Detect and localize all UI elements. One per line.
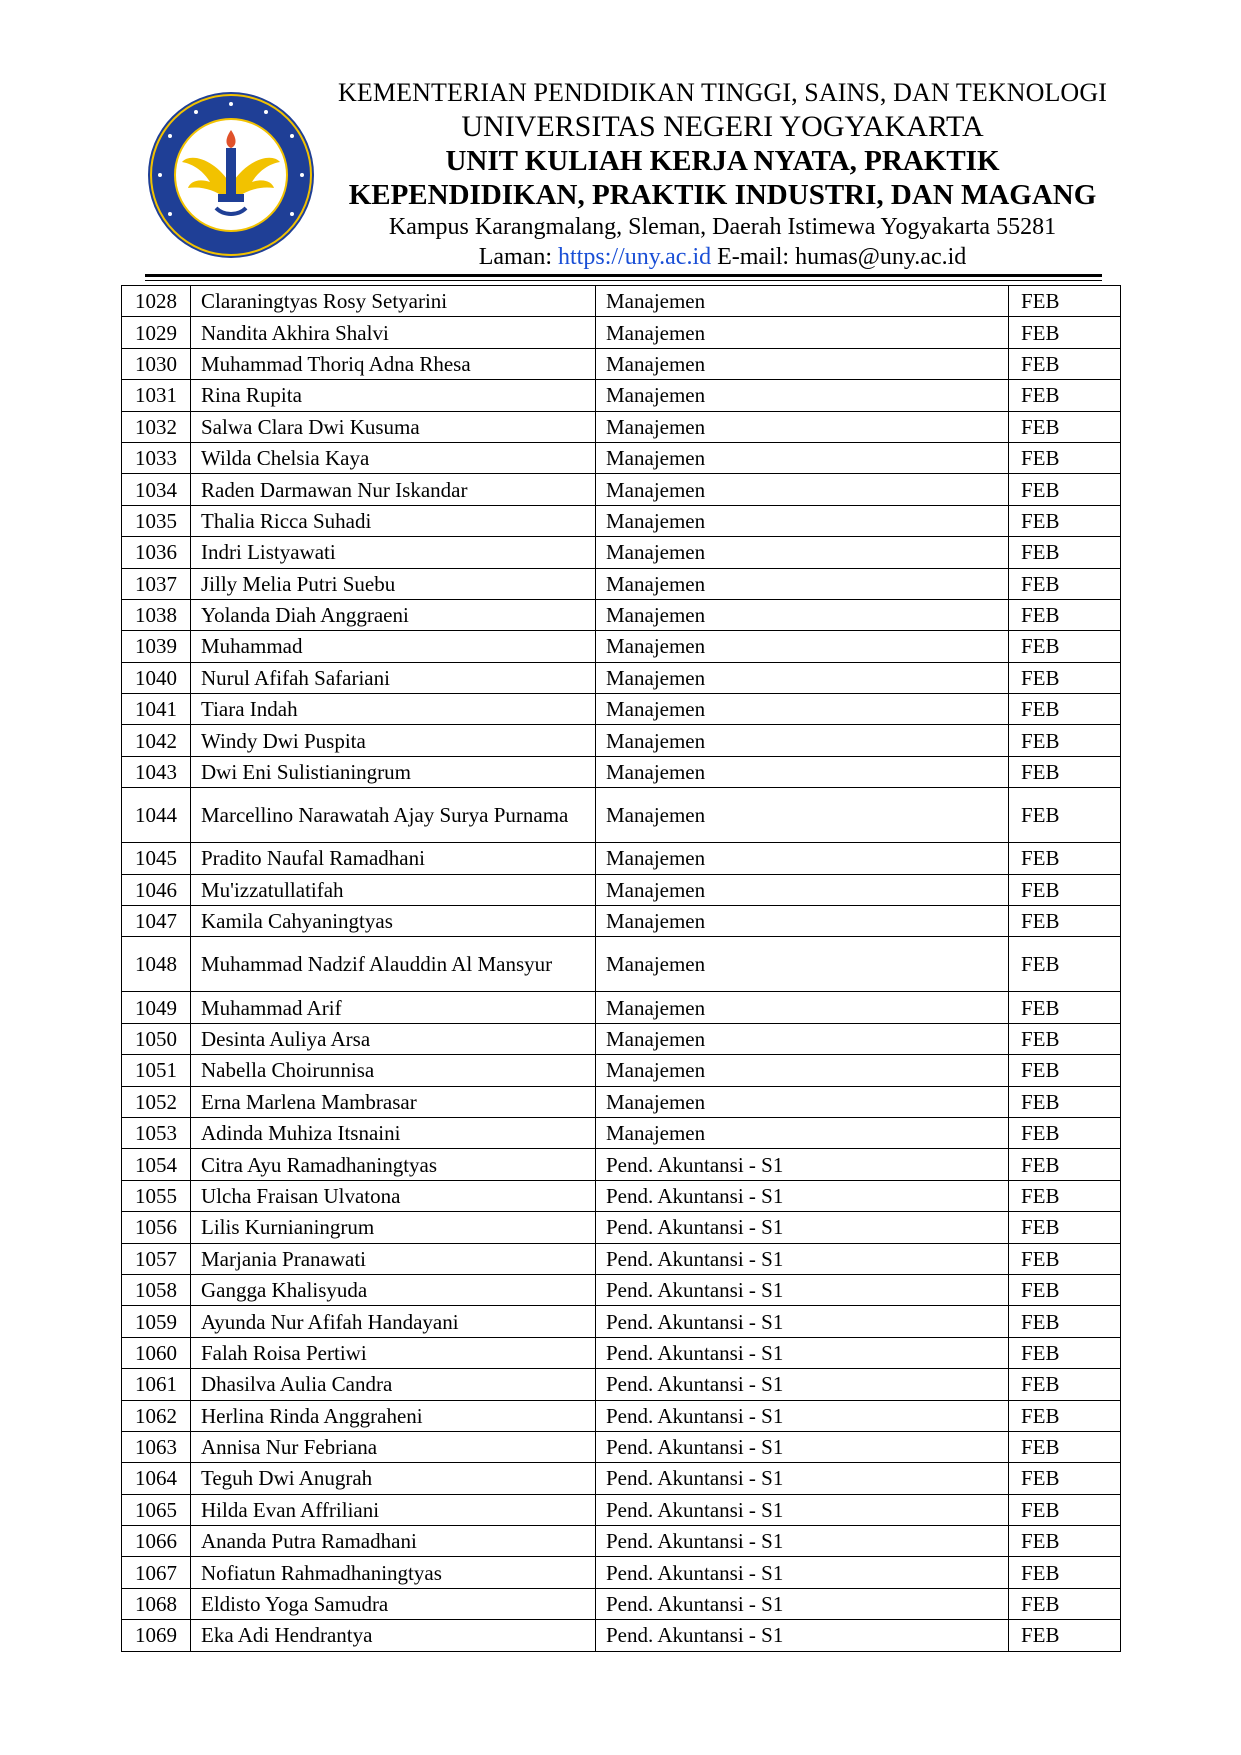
row-number: 1028 — [122, 286, 191, 317]
study-program: Pend. Akuntansi - S1 — [596, 1494, 1009, 1525]
student-name: Desinta Auliya Arsa — [191, 1023, 596, 1054]
faculty: FEB — [1009, 1149, 1121, 1180]
row-number: 1048 — [122, 937, 191, 992]
row-number: 1029 — [122, 317, 191, 348]
row-number: 1067 — [122, 1557, 191, 1588]
study-program: Manajemen — [596, 568, 1009, 599]
student-name: Citra Ayu Ramadhaningtyas — [191, 1149, 596, 1180]
row-number: 1062 — [122, 1400, 191, 1431]
table-row — [122, 874, 1121, 905]
student-name: Indri Listyawati — [191, 537, 596, 568]
table-row — [122, 843, 1121, 874]
study-program: Manajemen — [596, 380, 1009, 411]
row-number: 1061 — [122, 1369, 191, 1400]
table-row — [122, 1463, 1121, 1494]
row-number: 1056 — [122, 1212, 191, 1243]
study-program: Pend. Akuntansi - S1 — [596, 1557, 1009, 1588]
student-table — [121, 285, 1121, 1652]
student-name: Raden Darmawan Nur Iskandar — [191, 474, 596, 505]
student-name: Marcellino Narawatah Ajay Surya Purnama — [191, 788, 596, 843]
row-number: 1068 — [122, 1588, 191, 1619]
table-row — [122, 1243, 1121, 1274]
study-program: Manajemen — [596, 756, 1009, 787]
faculty: FEB — [1009, 756, 1121, 787]
faculty: FEB — [1009, 1055, 1121, 1086]
ministry-name: KEMENTERIAN PENDIDIKAN TINGGI, SAINS, DAN TEKNOLOGI — [338, 78, 1107, 107]
row-number: 1060 — [122, 1337, 191, 1368]
student-name: Adinda Muhiza Itsnaini — [191, 1117, 596, 1148]
faculty: FEB — [1009, 286, 1121, 317]
study-program: Manajemen — [596, 411, 1009, 442]
table-row — [122, 286, 1121, 317]
student-name: Nandita Akhira Shalvi — [191, 317, 596, 348]
row-number: 1069 — [122, 1620, 191, 1651]
table-row — [122, 348, 1121, 379]
row-number: 1063 — [122, 1431, 191, 1462]
website-link[interactable]: https://uny.ac.id — [558, 244, 712, 270]
student-name: Windy Dwi Puspita — [191, 725, 596, 756]
table-row — [122, 1588, 1121, 1619]
student-name: Ayunda Nur Afifah Handayani — [191, 1306, 596, 1337]
student-name: Ulcha Fraisan Ulvatona — [191, 1180, 596, 1211]
study-program: Manajemen — [596, 505, 1009, 536]
faculty: FEB — [1009, 906, 1121, 937]
table-row — [122, 411, 1121, 442]
student-name: Annisa Nur Febriana — [191, 1431, 596, 1462]
unit-name-line1: UNIT KULIAH KERJA NYATA, PRAKTIK — [445, 145, 1000, 177]
table-row — [122, 1274, 1121, 1305]
row-number: 1037 — [122, 568, 191, 599]
table-row — [122, 937, 1121, 992]
table-row — [122, 756, 1121, 787]
table-row — [122, 1023, 1121, 1054]
table-row — [122, 317, 1121, 348]
study-program: Manajemen — [596, 843, 1009, 874]
student-name: Hilda Evan Affriliani — [191, 1494, 596, 1525]
table-row — [122, 599, 1121, 630]
study-program: Manajemen — [596, 1117, 1009, 1148]
faculty: FEB — [1009, 725, 1121, 756]
table-row — [122, 1369, 1121, 1400]
faculty: FEB — [1009, 662, 1121, 693]
study-program: Manajemen — [596, 937, 1009, 992]
table-row — [122, 1117, 1121, 1148]
faculty: FEB — [1009, 442, 1121, 473]
faculty: FEB — [1009, 1086, 1121, 1117]
table-row — [122, 725, 1121, 756]
row-number: 1052 — [122, 1086, 191, 1117]
study-program: Manajemen — [596, 992, 1009, 1023]
table-row — [122, 1055, 1121, 1086]
table-row — [122, 1526, 1121, 1557]
row-number: 1043 — [122, 756, 191, 787]
contact-line — [300, 242, 1145, 272]
student-name: Dhasilva Aulia Candra — [191, 1369, 596, 1400]
study-program: Manajemen — [596, 874, 1009, 905]
row-number: 1054 — [122, 1149, 191, 1180]
table-row — [122, 1620, 1121, 1651]
student-name: Erna Marlena Mambrasar — [191, 1086, 596, 1117]
table-row — [122, 906, 1121, 937]
row-number: 1041 — [122, 694, 191, 725]
table-row — [122, 1400, 1121, 1431]
row-number: 1064 — [122, 1463, 191, 1494]
faculty: FEB — [1009, 1306, 1121, 1337]
study-program: Manajemen — [596, 788, 1009, 843]
student-name: Salwa Clara Dwi Kusuma — [191, 411, 596, 442]
row-number: 1030 — [122, 348, 191, 379]
student-name: Herlina Rinda Anggraheni — [191, 1400, 596, 1431]
row-number: 1065 — [122, 1494, 191, 1525]
row-number: 1050 — [122, 1023, 191, 1054]
faculty: FEB — [1009, 1243, 1121, 1274]
student-name: Yolanda Diah Anggraeni — [191, 599, 596, 630]
row-number: 1038 — [122, 599, 191, 630]
faculty: FEB — [1009, 505, 1121, 536]
study-program: Pend. Akuntansi - S1 — [596, 1212, 1009, 1243]
table-row — [122, 505, 1121, 536]
row-number: 1046 — [122, 874, 191, 905]
study-program: Manajemen — [596, 662, 1009, 693]
faculty: FEB — [1009, 568, 1121, 599]
university-name: UNIVERSITAS NEGERI YOGYAKARTA — [461, 110, 984, 143]
student-name: Muhammad Nadzif Alauddin Al Mansyur — [191, 937, 596, 992]
row-number: 1047 — [122, 906, 191, 937]
row-number: 1032 — [122, 411, 191, 442]
table-row — [122, 442, 1121, 473]
table-row — [122, 380, 1121, 411]
student-name: Nurul Afifah Safariani — [191, 662, 596, 693]
student-name: Ananda Putra Ramadhani — [191, 1526, 596, 1557]
table-row — [122, 1086, 1121, 1117]
faculty: FEB — [1009, 537, 1121, 568]
student-name: Marjania Pranawati — [191, 1243, 596, 1274]
table-row — [122, 694, 1121, 725]
faculty: FEB — [1009, 1337, 1121, 1368]
row-number: 1057 — [122, 1243, 191, 1274]
study-program: Manajemen — [596, 631, 1009, 662]
row-number: 1045 — [122, 843, 191, 874]
student-name: Nofiatun Rahmadhaningtyas — [191, 1557, 596, 1588]
faculty: FEB — [1009, 1494, 1121, 1525]
row-number: 1058 — [122, 1274, 191, 1305]
letterhead — [300, 76, 1145, 272]
faculty: FEB — [1009, 874, 1121, 905]
study-program: Manajemen — [596, 906, 1009, 937]
faculty: FEB — [1009, 1431, 1121, 1462]
study-program: Pend. Akuntansi - S1 — [596, 1463, 1009, 1494]
study-program: Pend. Akuntansi - S1 — [596, 1526, 1009, 1557]
study-program: Pend. Akuntansi - S1 — [596, 1274, 1009, 1305]
student-name: Gangga Khalisyuda — [191, 1274, 596, 1305]
study-program: Pend. Akuntansi - S1 — [596, 1400, 1009, 1431]
study-program: Pend. Akuntansi - S1 — [596, 1431, 1009, 1462]
row-number: 1040 — [122, 662, 191, 693]
student-name: Dwi Eni Sulistianingrum — [191, 756, 596, 787]
study-program: Pend. Akuntansi - S1 — [596, 1243, 1009, 1274]
faculty: FEB — [1009, 1463, 1121, 1494]
study-program: Manajemen — [596, 1023, 1009, 1054]
study-program: Manajemen — [596, 725, 1009, 756]
row-number: 1031 — [122, 380, 191, 411]
study-program: Manajemen — [596, 1086, 1009, 1117]
faculty: FEB — [1009, 348, 1121, 379]
student-name: Pradito Naufal Ramadhani — [191, 843, 596, 874]
row-number: 1049 — [122, 992, 191, 1023]
row-number: 1055 — [122, 1180, 191, 1211]
unit-name-line2: KEPENDIDIKAN, PRAKTIK INDUSTRI, DAN MAGANG — [348, 179, 1097, 211]
web-label: Laman: — [478, 244, 553, 270]
address: Kampus Karangmalang, Sleman, Daerah Istimewa Yogyakarta 55281 — [388, 214, 1057, 240]
row-number: 1053 — [122, 1117, 191, 1148]
row-number: 1044 — [122, 788, 191, 843]
table-row — [122, 1149, 1121, 1180]
row-number: 1034 — [122, 474, 191, 505]
student-name: Falah Roisa Pertiwi — [191, 1337, 596, 1368]
study-program: Manajemen — [596, 442, 1009, 473]
row-number: 1039 — [122, 631, 191, 662]
faculty: FEB — [1009, 843, 1121, 874]
faculty: FEB — [1009, 694, 1121, 725]
student-name: Tiara Indah — [191, 694, 596, 725]
faculty: FEB — [1009, 1369, 1121, 1400]
student-name: Wilda Chelsia Kaya — [191, 442, 596, 473]
row-number: 1035 — [122, 505, 191, 536]
study-program: Pend. Akuntansi - S1 — [596, 1369, 1009, 1400]
student-name: Muhammad Thoriq Adna Rhesa — [191, 348, 596, 379]
faculty: FEB — [1009, 1212, 1121, 1243]
study-program: Pend. Akuntansi - S1 — [596, 1149, 1009, 1180]
study-program: Manajemen — [596, 348, 1009, 379]
student-name: Nabella Choirunnisa — [191, 1055, 596, 1086]
student-name: Kamila Cahyaningtyas — [191, 906, 596, 937]
student-name: Jilly Melia Putri Suebu — [191, 568, 596, 599]
university-logo-icon — [146, 90, 316, 260]
study-program: Manajemen — [596, 474, 1009, 505]
study-program: Manajemen — [596, 599, 1009, 630]
student-name: Teguh Dwi Anugrah — [191, 1463, 596, 1494]
table-row — [122, 631, 1121, 662]
study-program: Manajemen — [596, 317, 1009, 348]
study-program: Pend. Akuntansi - S1 — [596, 1588, 1009, 1619]
email-label: E-mail: — [717, 244, 790, 270]
row-number: 1059 — [122, 1306, 191, 1337]
study-program: Manajemen — [596, 537, 1009, 568]
study-program: Manajemen — [596, 286, 1009, 317]
email-address: humas@uny.ac.id — [795, 244, 967, 270]
table-row — [122, 474, 1121, 505]
faculty: FEB — [1009, 1557, 1121, 1588]
table-row — [122, 1212, 1121, 1243]
faculty: FEB — [1009, 1400, 1121, 1431]
table-row — [122, 662, 1121, 693]
faculty: FEB — [1009, 1180, 1121, 1211]
table-row — [122, 1557, 1121, 1588]
row-number: 1051 — [122, 1055, 191, 1086]
faculty: FEB — [1009, 631, 1121, 662]
study-program: Pend. Akuntansi - S1 — [596, 1620, 1009, 1651]
study-program: Pend. Akuntansi - S1 — [596, 1180, 1009, 1211]
row-number: 1036 — [122, 537, 191, 568]
table-row — [122, 992, 1121, 1023]
faculty: FEB — [1009, 599, 1121, 630]
table-row — [122, 1337, 1121, 1368]
study-program: Manajemen — [596, 1055, 1009, 1086]
faculty: FEB — [1009, 1526, 1121, 1557]
study-program: Pend. Akuntansi - S1 — [596, 1306, 1009, 1337]
student-name: Mu'izzatullatifah — [191, 874, 596, 905]
student-name: Muhammad — [191, 631, 596, 662]
faculty: FEB — [1009, 937, 1121, 992]
table-row — [122, 537, 1121, 568]
row-number: 1066 — [122, 1526, 191, 1557]
table-row — [122, 1494, 1121, 1525]
student-name: Claraningtyas Rosy Setyarini — [191, 286, 596, 317]
table-row — [122, 1306, 1121, 1337]
table-row — [122, 1431, 1121, 1462]
faculty: FEB — [1009, 474, 1121, 505]
student-name: Thalia Ricca Suhadi — [191, 505, 596, 536]
faculty: FEB — [1009, 788, 1121, 843]
student-name: Eldisto Yoga Samudra — [191, 1588, 596, 1619]
study-program: Manajemen — [596, 694, 1009, 725]
student-name: Muhammad Arif — [191, 992, 596, 1023]
faculty: FEB — [1009, 992, 1121, 1023]
faculty: FEB — [1009, 411, 1121, 442]
faculty: FEB — [1009, 317, 1121, 348]
table-row — [122, 788, 1121, 843]
faculty: FEB — [1009, 380, 1121, 411]
row-number: 1033 — [122, 442, 191, 473]
faculty: FEB — [1009, 1117, 1121, 1148]
table-row — [122, 1180, 1121, 1211]
faculty: FEB — [1009, 1620, 1121, 1651]
study-program: Pend. Akuntansi - S1 — [596, 1337, 1009, 1368]
header-divider-thick — [145, 274, 1102, 277]
table-row — [122, 568, 1121, 599]
faculty: FEB — [1009, 1274, 1121, 1305]
student-name: Eka Adi Hendrantya — [191, 1620, 596, 1651]
student-name: Lilis Kurnianingrum — [191, 1212, 596, 1243]
faculty: FEB — [1009, 1023, 1121, 1054]
student-name: Rina Rupita — [191, 380, 596, 411]
header-divider-thin — [145, 280, 1102, 281]
student-table-body — [122, 286, 1121, 1652]
row-number: 1042 — [122, 725, 191, 756]
faculty: FEB — [1009, 1588, 1121, 1619]
